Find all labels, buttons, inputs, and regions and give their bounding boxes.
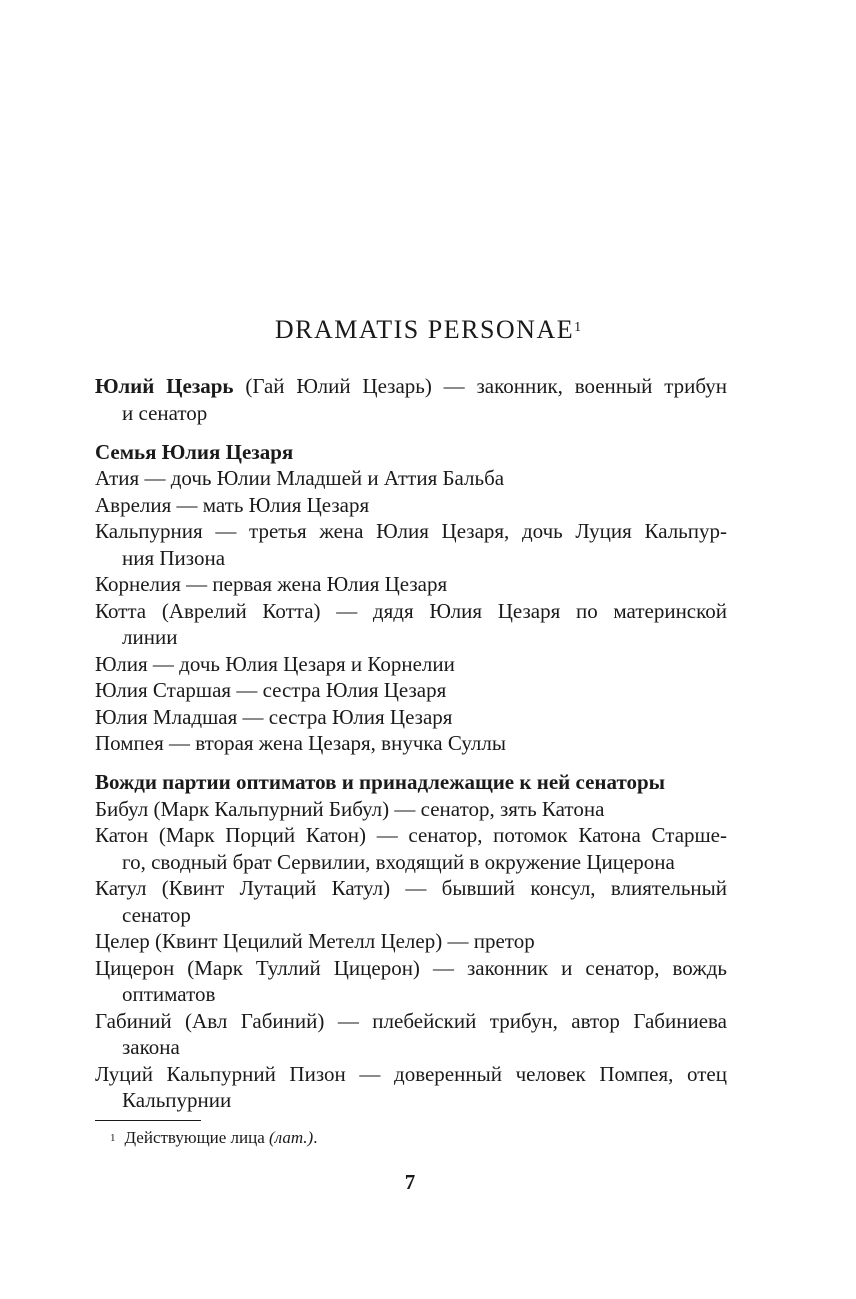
entry-line: Помпея — вторая жена Цезаря, внучка Суллы xyxy=(95,731,506,755)
footnote-mark: 1 xyxy=(110,1132,116,1144)
cast-entry xyxy=(95,704,727,731)
entry-name: Юлий Цезарь xyxy=(95,374,234,398)
entry-line: Котта (Аврелий Котта) — дядя Юлия Цезаря по материнской xyxy=(95,598,727,623)
entry-line: ния Пизона xyxy=(122,545,226,570)
entry-line: го, сводный брат Сервилии, входящий в окружение Цицерона xyxy=(122,849,675,874)
cast-entry xyxy=(95,651,727,678)
entry-line: Габиний (Авл Габиний) — плебейский трибун, автор Габиниева xyxy=(95,1008,727,1033)
footnote-text: Действующие лица xyxy=(124,1128,270,1147)
entry-line: Юлия Старшая — сестра Юлия Цезаря xyxy=(95,678,447,702)
entry-line xyxy=(95,373,727,400)
section-heading: Вожди партии оптиматов и принадлежащие к ней сенаторы xyxy=(95,770,666,794)
cast-entry xyxy=(95,730,727,757)
entry-line: Кальпурния — третья жена Юлия Цезаря, дочь Луция Кальпур- xyxy=(95,519,727,543)
cast-entry-lead xyxy=(95,373,727,426)
cast-entry xyxy=(95,955,727,1008)
footnote xyxy=(110,1127,317,1149)
entry-line: Юлия — дочь Юлия Цезаря и Корнелии xyxy=(95,651,455,676)
cast-list xyxy=(95,373,727,1114)
entry-line: Луций Кальпурний Пизон — доверенный человек Помпея, отец xyxy=(95,1061,727,1086)
cast-entry xyxy=(95,1008,727,1061)
entry-line: Бибул (Марк Кальпурний Бибул) — сенатор, зять Катона xyxy=(95,796,605,821)
sections xyxy=(95,439,727,1114)
entry-line: Катул (Квинт Лутаций Катул) — бывший консул, влиятельный xyxy=(95,876,727,900)
entry-line: Цицерон (Марк Туллий Цицерон) — законник и сенатор, вождь xyxy=(95,955,727,980)
cast-entry xyxy=(95,875,727,928)
cast-entry xyxy=(95,598,727,651)
cast-entry xyxy=(95,492,727,519)
cast-entry xyxy=(95,1061,727,1114)
cast-entry xyxy=(95,822,727,875)
entry-line: оптиматов xyxy=(122,982,216,1006)
entry-line: и сенатор xyxy=(122,400,208,425)
entry-line: Аврелия — мать Юлия Цезаря xyxy=(95,492,370,517)
footnote-end: . xyxy=(313,1128,318,1147)
page-title xyxy=(0,312,856,348)
section-heading: Семья Юлия Цезаря xyxy=(95,439,294,464)
entry-line: Корнелия — первая жена Юлия Цезаря xyxy=(95,572,448,596)
cast-entry xyxy=(95,465,727,492)
cast-entry xyxy=(95,677,727,704)
footnote-italic: (лат.) xyxy=(269,1128,314,1147)
cast-entry xyxy=(95,928,727,955)
entry-description: (Гай Юлий Цезарь) — законник, военный трибун xyxy=(233,374,727,398)
title-text: DRAMATIS PERSONAE xyxy=(274,315,575,344)
entry-line: закона xyxy=(122,1035,180,1059)
entry-line: линии xyxy=(122,625,178,649)
cast-entry xyxy=(95,796,727,823)
page-number: 7 xyxy=(404,1170,416,1194)
entry-line: Катон (Марк Порций Катон) — сенатор, потомок Катона Старше- xyxy=(95,823,727,847)
footnote-rule xyxy=(95,1120,201,1121)
footnote-ref: 1 xyxy=(574,320,582,335)
entry-line: Кальпурнии xyxy=(122,1088,232,1112)
cast-entry xyxy=(95,518,727,571)
entry-line: Атия — дочь Юлии Младшей и Аттия Бальба xyxy=(95,466,505,490)
cast-entry xyxy=(95,571,727,598)
entry-line: Целер (Квинт Цецилий Метелл Целер) — претор xyxy=(95,929,535,953)
entry-line: сенатор xyxy=(122,902,191,927)
entry-line: Юлия Младшая — сестра Юлия Цезаря xyxy=(95,704,453,729)
